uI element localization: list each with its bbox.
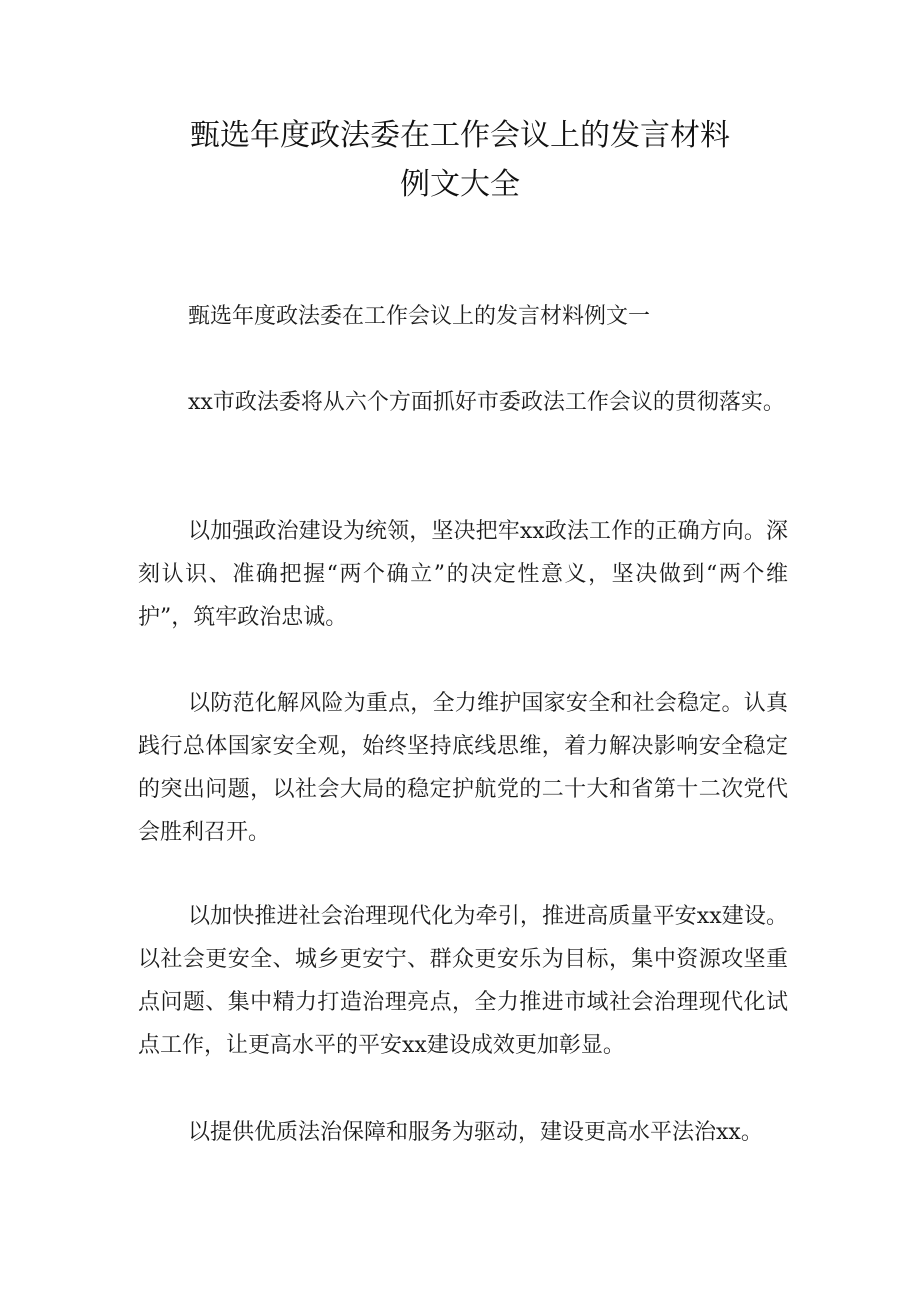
paragraph-3: 以防范化解风险为重点，全力维护国家安全和社会稳定。认真践行总体国家安全观，始终坚持底线思维，着力解决影响安全稳定的突出问题，以社会大局的稳定护航党的二十大和省第十二次党代会胜利召开。 [138,691,788,845]
document-title-line-1: 甄选年度政法委在工作会议上的发言材料 [190,118,730,153]
paragraph-1: xx市政法委将从六个方面抓好市委政法工作会议的贯彻落实。 [188,390,785,415]
paragraph-5: 以提供优质法治保障和服务为驱动，建设更高水平法治xx。 [188,1120,763,1145]
paragraph-4: 以加快推进社会治理现代化为牵引，推进高质量平安xx建设。以社会更安全、城乡更安宁、群众更安乐为目标，集中资源攻坚重点问题、集中精力打造治理亮点，全力推进市域社会治理现代化试点工作，让更高水平的平安xx建设成效更加彰显。 [138,904,788,1058]
paragraph-2: 以加强政治建设为统领，坚决把牢xx政法工作的正确方向。深刻认识、准确把握“两个确立”的决定性意义，坚决做到“两个维护”，筑牢政治忠诚。 [138,519,788,630]
document-title-line-2: 例文大全 [400,167,520,202]
section-heading: 甄选年度政法委在工作会议上的发言材料例文一 [188,304,651,329]
